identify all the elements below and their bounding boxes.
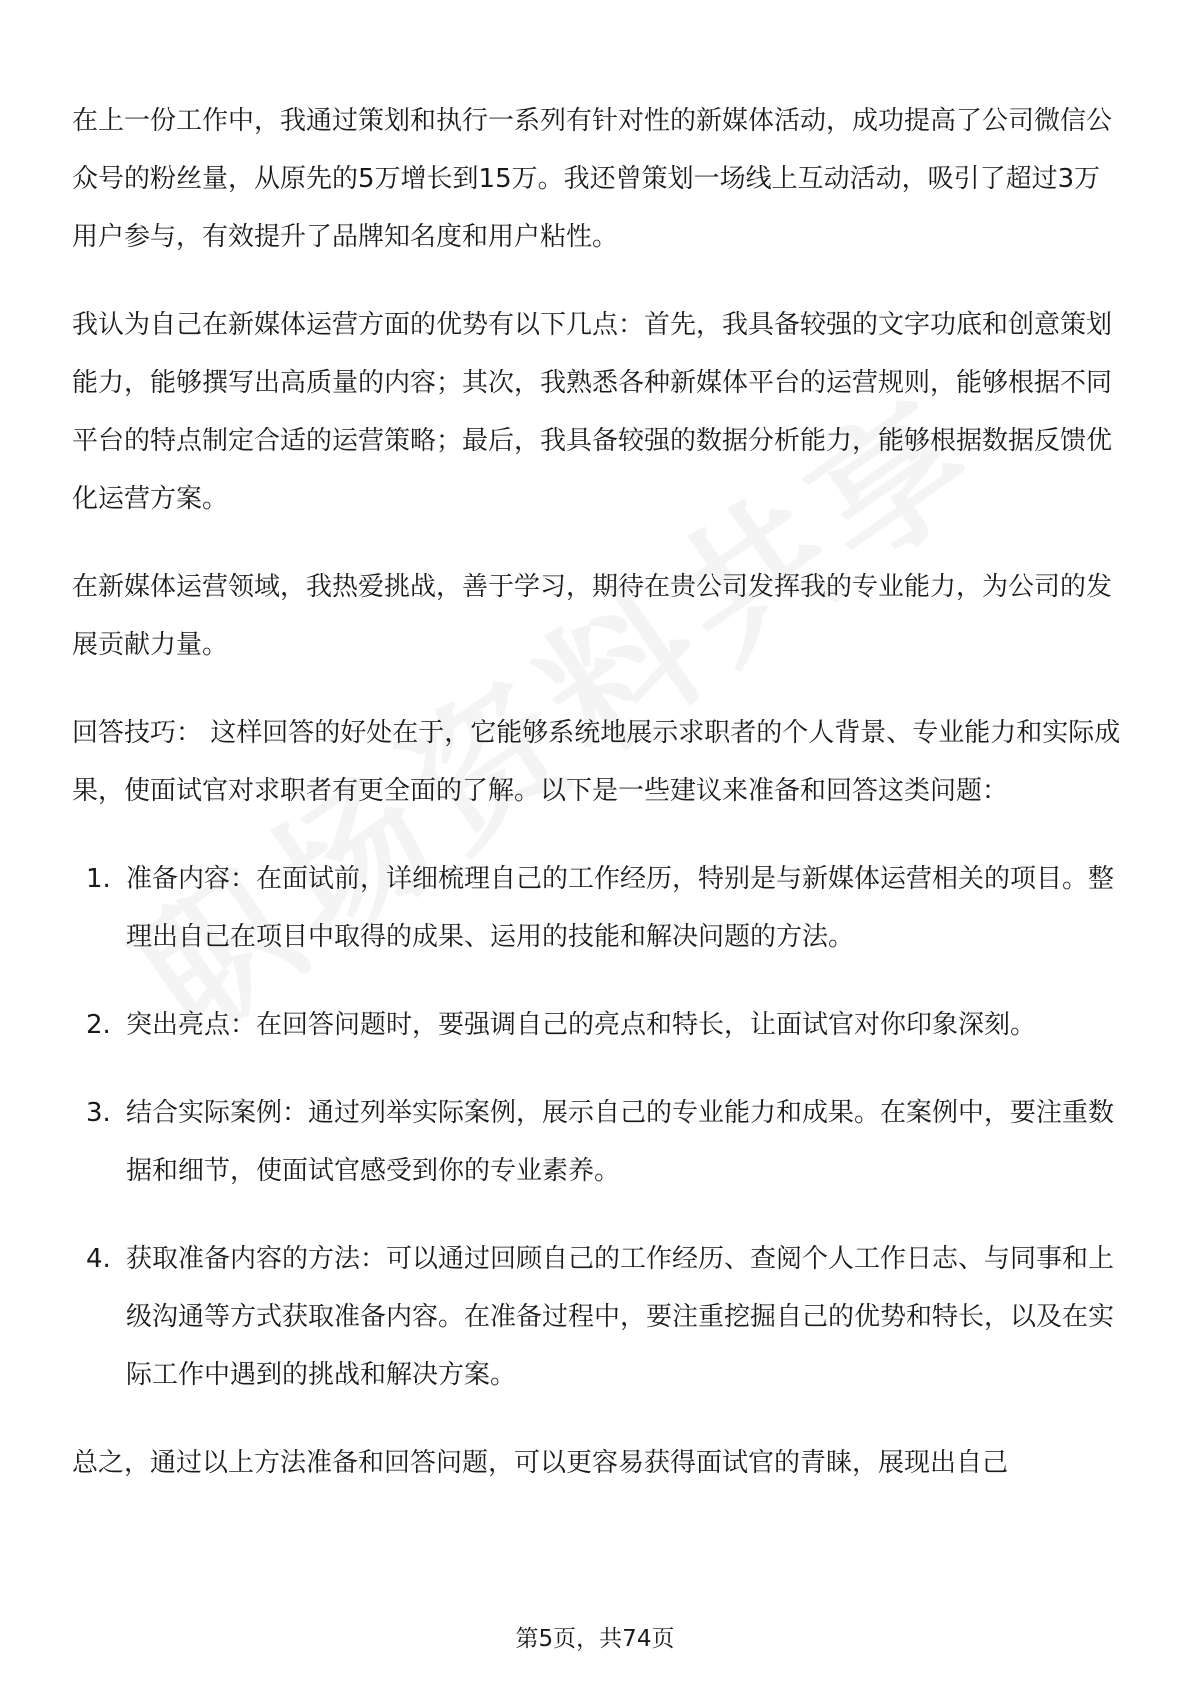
paragraph-experience: 在上一份工作中，我通过策划和执行一系列有针对性的新媒体活动，成功提高了公司微信公众号的粉丝量，从原先的5万增长到15万。我还曾策划一场线上互动活动，吸引了超过3万用户参与，有效提升了品牌知名度和用户粘性。 [72,106,1113,252]
paragraph-motivation: 在新媒体运营领域，我热爱挑战，善于学习，期待在贵公司发挥我的专业能力，为公司的发展贡献力量。 [72,572,1113,660]
paragraph-strengths: 我认为自己在新媒体运营方面的优势有以下几点：首先，我具备较强的文字功底和创意策划能力，能够撰写出高质量的内容；其次，我熟悉各种新媒体平台的运营规则，能够根据不同平台的特点制定合适的运营策略；最后，我具备较强的数据分析能力，能够根据数据反馈优化运营方案。 [72,310,1113,514]
list-item [72,996,1122,1054]
list-item-text: 准备内容：在面试前，详细梳理自己的工作经历，特别是与新媒体运营相关的项目。整理出自己在项目中取得的成果、运用的技能和解决问题的方法。 [126,864,1115,952]
list-item [72,1230,1122,1404]
document-body [72,92,1122,1522]
list-item [72,1084,1122,1200]
list-item-number: 2. [86,1010,111,1040]
list-item-text: 获取准备内容的方法：可以通过回顾自己的工作经历、查阅个人工作日志、与同事和上级沟通等方式获取准备内容。在准备过程中，要注重挖掘自己的优势和特长，以及在实际工作中遇到的挑战和解决方案。 [126,1244,1115,1390]
paragraph-summary: 总之，通过以上方法准备和回答问题，可以更容易获得面试官的青睐，展现出自己 [72,1448,1009,1478]
list-item-text: 结合实际案例：通过列举实际案例，展示自己的专业能力和成果。在案例中，要注重数据和细节，使面试官感受到你的专业素养。 [126,1098,1115,1186]
answer-tips: 回答技巧： 这样回答的好处在于，它能够系统地展示求职者的个人背景、专业能力和实际成果，使面试官对求职者有更全面的了解。以下是一些建议来准备和回答这类问题： [72,718,1121,806]
list-item-text: 突出亮点：在回答问题时，要强调自己的亮点和特长，让面试官对你印象深刻。 [126,1010,1037,1040]
list-item-number: 1. [86,864,111,894]
tips-list [72,850,1122,1404]
list-item-number: 3. [86,1098,111,1128]
list-item-number: 4. [86,1244,111,1274]
list-item [72,850,1122,966]
page-number: 第5页，共74页 [515,1626,675,1652]
